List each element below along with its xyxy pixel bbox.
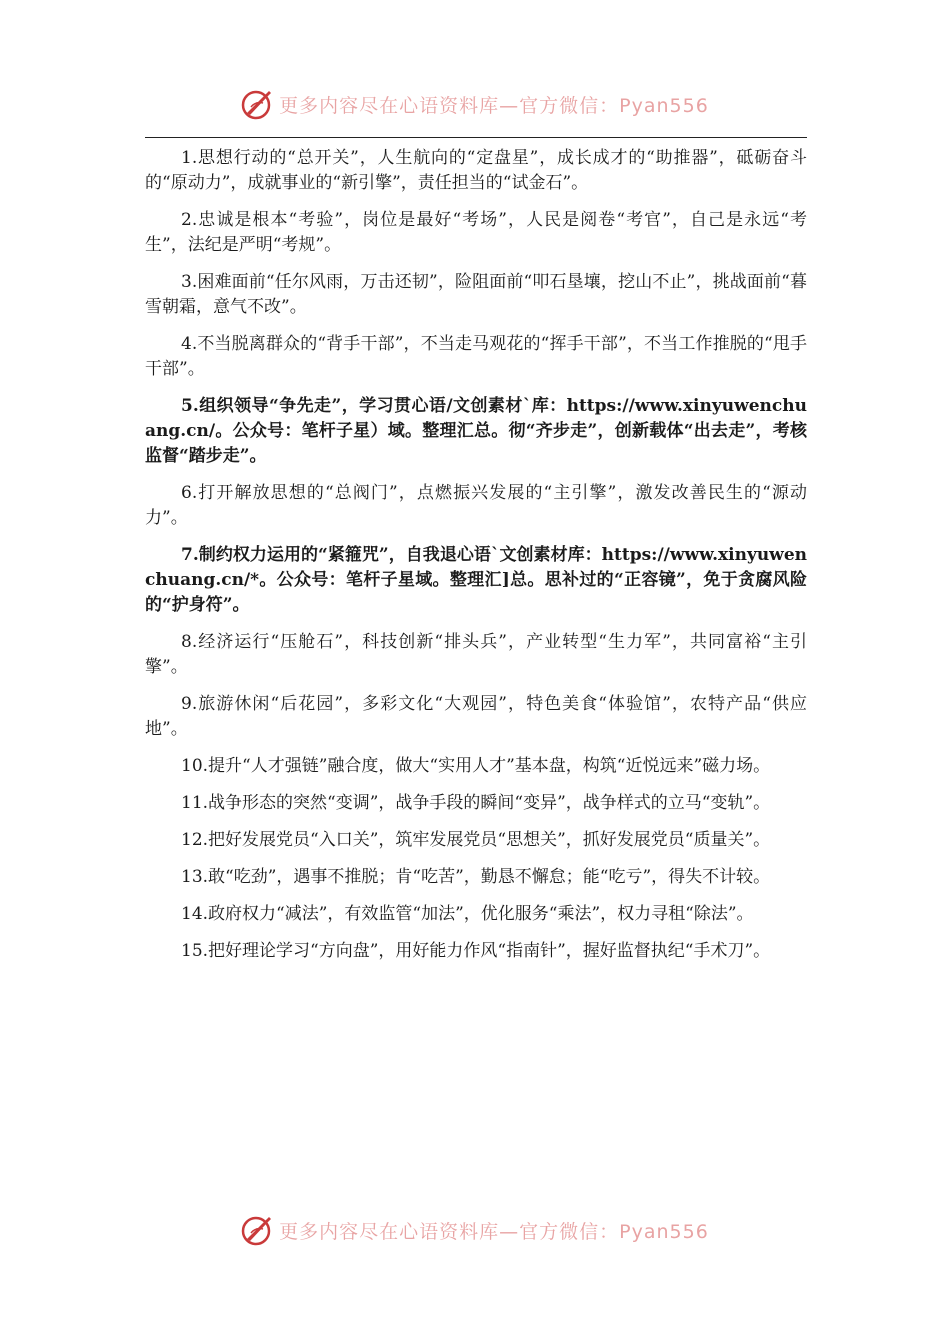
paragraph-12: 12.把好发展党员“入口关”，筑牢发展党员“思想关”，抓好发展党员“质量关”。 xyxy=(181,830,771,850)
footer-banner xyxy=(0,1210,950,1250)
paragraph-13: 13.敢“吃劲”，遇事不推脱；肯“吃苦”，勤恳不懈怠；能“吃亏”，得失不计较。 xyxy=(181,867,771,887)
paragraph-5: 5.组织领导“争先走”，学习贯心语/文创素材`库：https://www.xinyuwenchuang.cn/。公众号：笔杆子星）域。整理汇总。彻“齐步走”，创新载体“出去走”，考核监督“踏步走”。 xyxy=(145,396,807,466)
header-banner-text: 更多内容尽在心语资料库—官方微信：Pyan556 xyxy=(279,94,709,117)
paragraph-9: 9.旅游休闲“后花园”，多彩文化“大观园”，特色美食“体验馆”，农特产品“供应地”。 xyxy=(145,694,807,739)
pen-logo-icon xyxy=(241,1213,275,1247)
paragraph-14: 14.政府权力“减法”，有效监管“加法”，优化服务“乘法”，权力寻租“除法”。 xyxy=(181,904,754,924)
paragraph-2: 2.忠诚是根本“考验”，岗位是最好“考场”，人民是阅卷“考官”，自己是永远“考生”，法纪是严明“考规”。 xyxy=(145,210,807,255)
paragraph-3: 3.困难面前“任尔风雨，万击还韧”，险阻面前“叩石垦壤，挖山不止”，挑战面前“暮雪朝霜，意气不改”。 xyxy=(145,272,807,317)
document-body xyxy=(145,146,807,976)
paragraph-11: 11.战争形态的突然“变调”，战争手段的瞬间“变异”，战争样式的立马“变轨”。 xyxy=(181,793,771,813)
footer-banner-text: 更多内容尽在心语资料库—官方微信：Pyan556 xyxy=(279,1220,709,1243)
paragraph-7: 7.制约权力运用的“紧箍咒”，自我退心语`文创素材库：https://www.xinyuwenchuang.cn/*。公众号：笔杆子星域。整理汇]总。思补过的“正容镜”，免于贪腐风险的“护身符”。 xyxy=(145,545,807,615)
paragraph-4: 4.不当脱离群众的“背手干部”，不当走马观花的“挥手干部”，不当工作推脱的“甩手干部”。 xyxy=(145,334,807,379)
paragraph-10: 10.提升“人才强链”融合度，做大“实用人才”基本盘，构筑“近悦远来”磁力场。 xyxy=(181,756,771,776)
paragraph-6: 6.打开解放思想的“总阀门”，点燃振兴发展的“主引擎”，激发改善民生的“源动力”。 xyxy=(145,483,807,528)
paragraph-8: 8.经济运行“压舱石”，科技创新“排头兵”，产业转型“生力军”，共同富裕“主引擎”。 xyxy=(145,632,807,677)
paragraph-15: 15.把好理论学习“方向盘”，用好能力作风“指南针”，握好监督执纪“手术刀”。 xyxy=(181,941,771,961)
pen-logo-icon xyxy=(241,87,275,121)
header-divider xyxy=(145,137,807,138)
header-banner xyxy=(0,84,950,124)
paragraph-1: 1.思想行动的“总开关”，人生航向的“定盘星”，成长成才的“助推器”，砥砺奋斗的“原动力”，成就事业的“新引擎”，责任担当的“试金石”。 xyxy=(145,148,807,193)
